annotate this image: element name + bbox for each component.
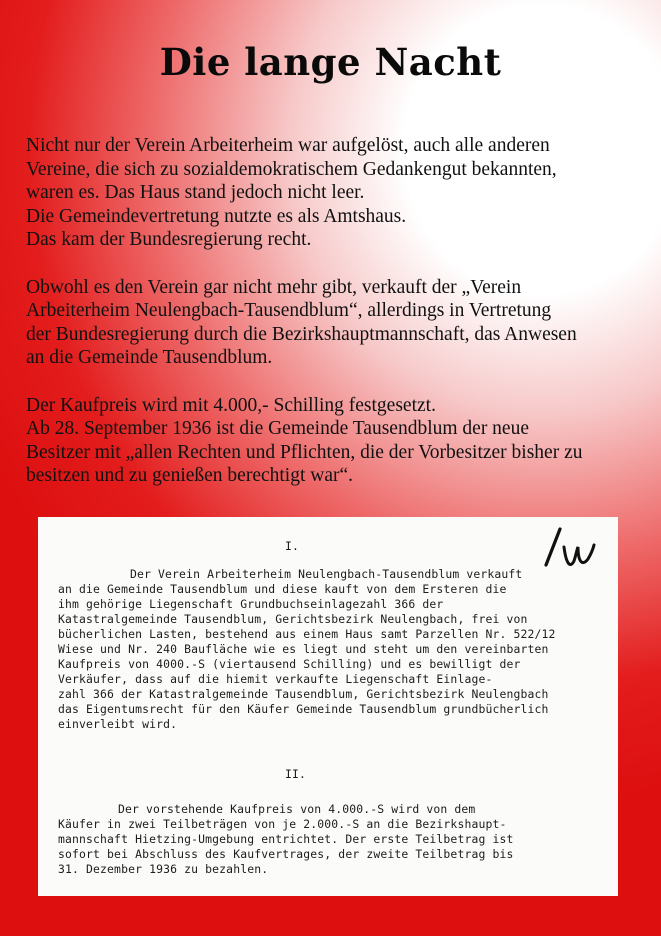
contract-line: an die Gemeinde Tausendblum und diese kauft von dem Ersteren die [58, 582, 507, 596]
text-line: der Bundesregierung durch die Bezirkshauptmannschaft, das Anwesen [26, 323, 577, 345]
text-line: Obwohl es den Verein gar nicht mehr gibt, verkauft der „Verein [26, 276, 522, 298]
paragraph-dissolution [26, 134, 656, 252]
contract-line: mannschaft Hietzing-Umgebung entrichtet. Der erste Teilbetrag ist [58, 832, 514, 846]
contract-line: Der Verein Arbeiterheim Neulengbach-Tausendblum verkauft [130, 567, 523, 581]
contract-line: Katastralgemeinde Tausendblum, Gerichtsbezirk Neulengbach, frei von [58, 612, 528, 626]
text-line: Das kam der Bundesregierung recht. [26, 229, 312, 251]
text-line: Ab 28. September 1936 ist die Gemeinde Tausendblum der neue [26, 418, 529, 440]
page-title: Die lange Nacht [159, 40, 502, 84]
contract-line: bücherlichen Lasten, bestehend aus einem Haus samt Parzellen Nr. 522/12 [58, 627, 556, 641]
text-line: an die Gemeinde Tausendblum. [26, 347, 273, 369]
text-line: Nicht nur der Verein Arbeiterheim war aufgelöst, auch alle anderen [26, 135, 550, 156]
text-line: besitzen und zu genießen berechtigt war“. [26, 465, 354, 487]
body-text [26, 134, 656, 512]
scanned-contract [38, 517, 618, 896]
text-line: waren es. Das Haus stand jedoch nicht leer. [26, 182, 365, 204]
contract-line: Wiese und Nr. 240 Baufläche wie es liegt und steht um den vereinbarten [58, 642, 549, 656]
signature-mark [516, 521, 606, 581]
paragraph-sale [26, 276, 656, 370]
contract-line: ihm gehörige Liegenschaft Grundbuchseinlagezahl 366 der [58, 597, 444, 611]
contract-line: Verkäufer, dass auf die hiemit verkaufte Liegenschaft Einlage- [58, 672, 493, 686]
contract-line: einverleibt wird. [58, 717, 178, 731]
contract-line: sofort bei Abschluss des Kaufvertrages, der zweite Teilbetrag bis [58, 847, 514, 861]
contract-line: zahl 366 der Katastralgemeinde Tausendblum, Gerichtsbezirk Neulengbach [58, 687, 549, 701]
contract-line: 31. Dezember 1936 zu bezahlen. [58, 862, 269, 876]
text-line: Der Kaufpreis wird mit 4.000,- Schilling festgesetzt. [26, 394, 436, 416]
text-line: Vereine, die sich zu sozialdemokratischem Gedankengut bekannten, [26, 158, 557, 180]
contract-line: Der vorstehende Kaufpreis von 4.000.-S wird von dem [118, 802, 476, 816]
text-line: Die Gemeindevertretung nutzte es als Amtshaus. [26, 205, 407, 227]
contract-line: Käufer in zwei Teilbeträgen von je 2.000.-S an die Bezirkshaupt- [58, 817, 507, 831]
paragraph-price [26, 394, 656, 488]
text-line: Arbeiterheim Neulengbach-Tausendblum“, allerdings in Vertretung [26, 300, 552, 322]
text-line: Besitzer mit „allen Rechten und Pflichten, die der Vorbesitzer bisher zu [26, 441, 583, 463]
section-heading-2: II. [285, 767, 307, 781]
contract-line: das Eigentumsrecht für den Käufer Gemeinde Tausendblum grundbücherlich [58, 702, 549, 716]
section-heading-1: I. [285, 539, 300, 553]
contract-line: Kaufpreis von 4000.-S (viertausend Schilling) und es bewilligt der [58, 657, 521, 671]
